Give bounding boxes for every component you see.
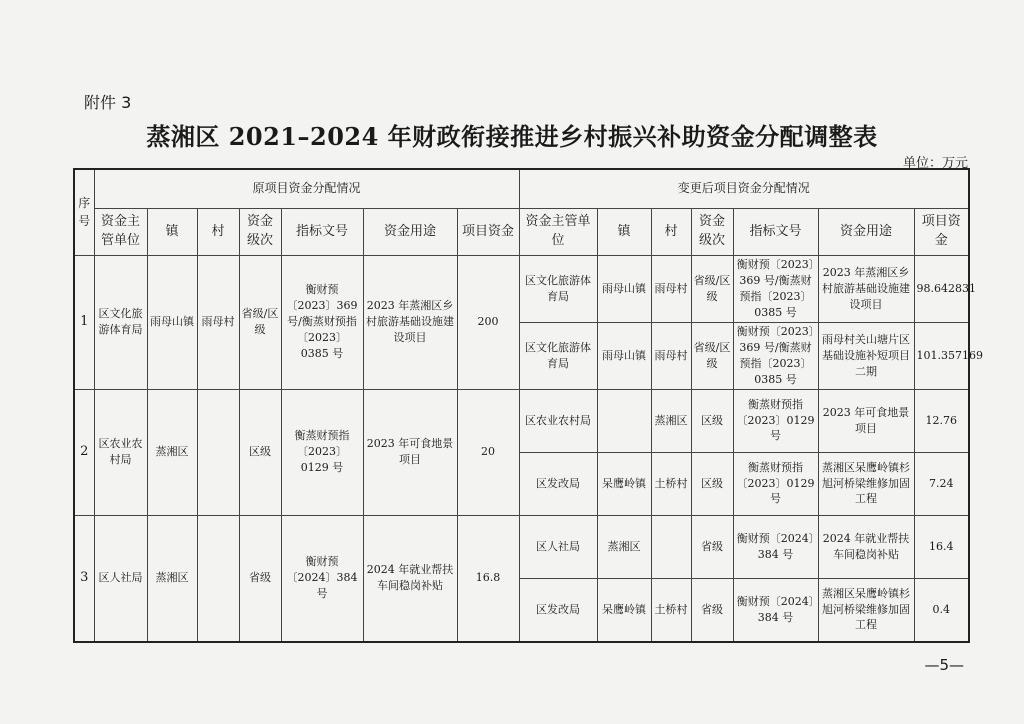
new-doc: 衡财预〔2023〕369 号/衡蒸财预指〔2023〕0385 号 <box>733 256 818 323</box>
new-town: 呆鹰岭镇 <box>597 452 651 515</box>
seq-header: 序号 <box>74 169 94 256</box>
new-doc: 衡蒸财预指〔2023〕0129 号 <box>733 389 818 452</box>
table-row <box>74 389 969 452</box>
orig-unit: 区文化旅游体育局 <box>94 256 147 390</box>
new-level: 省级 <box>691 515 733 578</box>
new-use: 2023 年可食地景项目 <box>818 389 914 452</box>
orig-use: 2023 年可食地景项目 <box>363 389 457 515</box>
orig-amount: 200 <box>457 256 519 390</box>
orig-unit: 区农业农村局 <box>94 389 147 515</box>
new-use: 蒸湘区呆鹰岭镇杉旭河桥梁维修加固工程 <box>818 452 914 515</box>
changed-section-header: 变更后项目资金分配情况 <box>519 169 969 209</box>
orig-amount: 16.8 <box>457 515 519 642</box>
new-amount: 101.357169 <box>914 322 969 389</box>
col-header: 项目资金 <box>914 209 969 256</box>
col-header: 村 <box>651 209 691 256</box>
new-use: 雨母村关山塘片区基础设施补短项目二期 <box>818 322 914 389</box>
new-town <box>597 389 651 452</box>
orig-town: 蒸湘区 <box>147 515 197 642</box>
col-header: 镇 <box>147 209 197 256</box>
new-town: 呆鹰岭镇 <box>597 578 651 642</box>
new-village: 蒸湘区 <box>651 389 691 452</box>
new-doc: 衡财预〔2024〕384 号 <box>733 515 818 578</box>
new-level: 区级 <box>691 452 733 515</box>
row-seq: 2 <box>74 389 94 515</box>
orig-town: 雨母山镇 <box>147 256 197 390</box>
new-level: 省级 <box>691 578 733 642</box>
orig-doc: 衡财预〔2023〕369 号/衡蒸财预指〔2023〕0385 号 <box>281 256 363 390</box>
new-town: 雨母山镇 <box>597 256 651 323</box>
new-level: 省级/区级 <box>691 322 733 389</box>
col-header: 资金用途 <box>363 209 457 256</box>
new-village: 雨母村 <box>651 256 691 323</box>
table-row <box>74 515 969 578</box>
new-level: 省级/区级 <box>691 256 733 323</box>
new-village: 土桥村 <box>651 578 691 642</box>
table-row <box>74 256 969 323</box>
new-unit: 区人社局 <box>519 515 597 578</box>
new-town: 雨母山镇 <box>597 322 651 389</box>
new-use: 蒸湘区呆鹰岭镇杉旭河桥梁维修加固工程 <box>818 578 914 642</box>
orig-unit: 区人社局 <box>94 515 147 642</box>
new-doc: 衡财预〔2023〕369 号/衡蒸财预指〔2023〕0385 号 <box>733 322 818 389</box>
new-village: 雨母村 <box>651 322 691 389</box>
new-amount: 16.4 <box>914 515 969 578</box>
page-number: —5— <box>924 656 964 674</box>
row-seq: 1 <box>74 256 94 390</box>
orig-use: 2023 年蒸湘区乡村旅游基础设施建设项目 <box>363 256 457 390</box>
new-town: 蒸湘区 <box>597 515 651 578</box>
col-header: 资金级次 <box>691 209 733 256</box>
new-level: 区级 <box>691 389 733 452</box>
new-amount: 0.4 <box>914 578 969 642</box>
col-header: 镇 <box>597 209 651 256</box>
new-unit: 区发改局 <box>519 578 597 642</box>
unit-label: 单位：万元 <box>902 156 968 171</box>
new-doc: 衡财预〔2024〕384 号 <box>733 578 818 642</box>
orig-village: 雨母村 <box>197 256 239 390</box>
original-section-header: 原项目资金分配情况 <box>94 169 519 209</box>
orig-level: 省级/区级 <box>239 256 281 390</box>
orig-doc: 衡财预〔2024〕384 号 <box>281 515 363 642</box>
orig-village <box>197 389 239 515</box>
col-header: 资金用途 <box>818 209 914 256</box>
col-header: 项目资金 <box>457 209 519 256</box>
new-amount: 98.642831 <box>914 256 969 323</box>
new-amount: 12.76 <box>914 389 969 452</box>
orig-use: 2024 年就业帮扶车间稳岗补贴 <box>363 515 457 642</box>
new-unit: 区文化旅游体育局 <box>519 256 597 323</box>
new-doc: 衡蒸财预指〔2023〕0129 号 <box>733 452 818 515</box>
col-header: 指标文号 <box>281 209 363 256</box>
orig-amount: 20 <box>457 389 519 515</box>
new-unit: 区农业农村局 <box>519 389 597 452</box>
row-seq: 3 <box>74 515 94 642</box>
col-header: 资金级次 <box>239 209 281 256</box>
new-use: 2024 年就业帮扶车间稳岗补贴 <box>818 515 914 578</box>
col-header: 资金主管单位 <box>519 209 597 256</box>
new-village: 土桥村 <box>651 452 691 515</box>
new-unit: 区文化旅游体育局 <box>519 322 597 389</box>
orig-town: 蒸湘区 <box>147 389 197 515</box>
new-use: 2023 年蒸湘区乡村旅游基础设施建设项目 <box>818 256 914 323</box>
col-header: 资金主管单位 <box>94 209 147 256</box>
orig-doc: 衡蒸财预指〔2023〕0129 号 <box>281 389 363 515</box>
col-header: 村 <box>197 209 239 256</box>
attachment-label: 附件 3 <box>84 93 132 112</box>
page-title: 蒸湘区 2021–2024 年财政衔接推进乡村振兴补助资金分配调整表 <box>146 122 878 151</box>
orig-village <box>197 515 239 642</box>
allocation-table <box>73 168 984 643</box>
orig-level: 省级 <box>239 515 281 642</box>
new-amount: 7.24 <box>914 452 969 515</box>
new-village <box>651 515 691 578</box>
new-unit: 区发改局 <box>519 452 597 515</box>
orig-level: 区级 <box>239 389 281 515</box>
col-header: 指标文号 <box>733 209 818 256</box>
